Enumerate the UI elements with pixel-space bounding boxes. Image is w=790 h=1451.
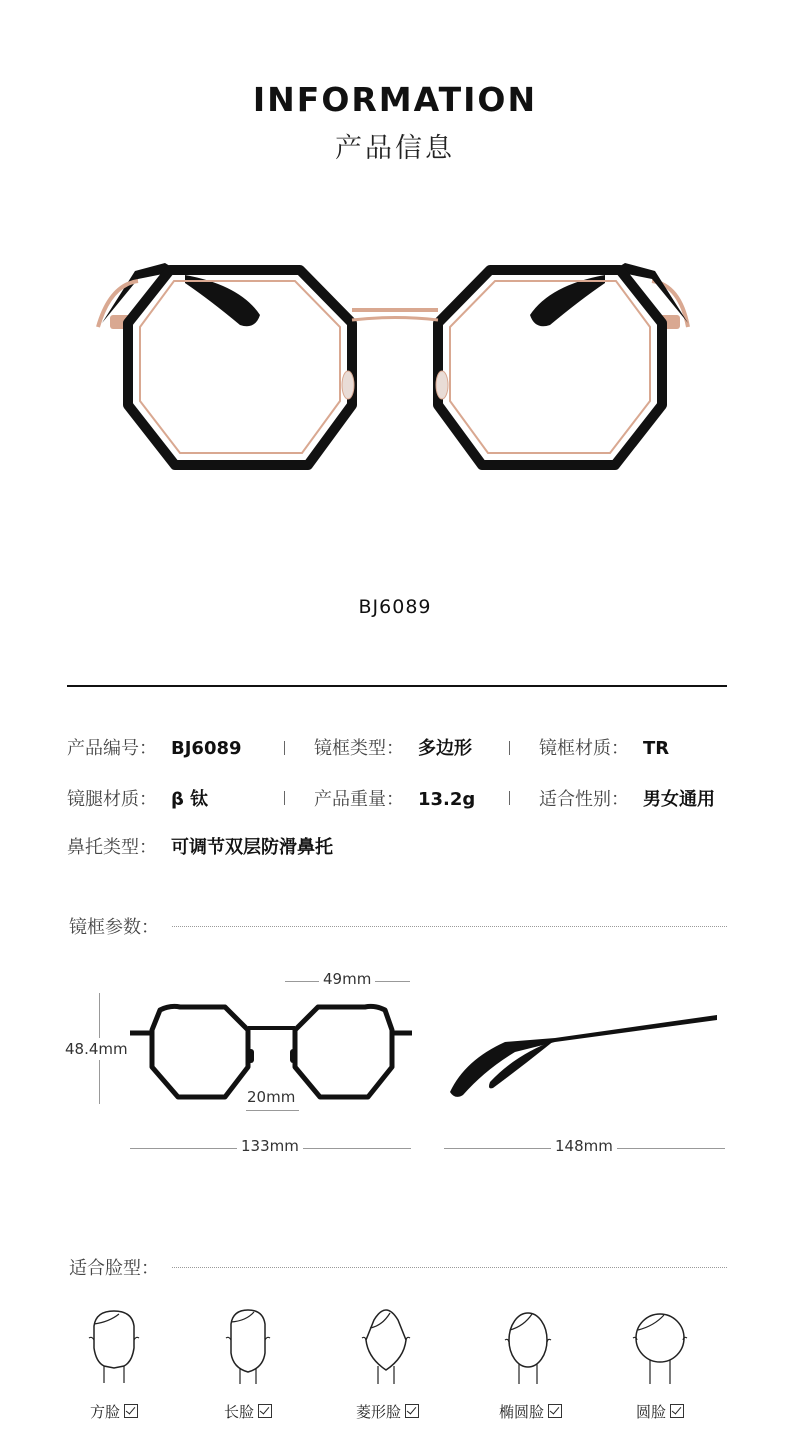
check-icon <box>258 1404 272 1418</box>
spec-label: 产品编号： <box>67 738 157 759</box>
square-face-icon <box>84 1308 144 1386</box>
spec-label: 镜腿材质： <box>67 789 157 810</box>
check-icon <box>124 1404 138 1418</box>
spec-value: 13.2g <box>418 789 476 810</box>
separator <box>509 791 510 805</box>
spec-gender <box>539 785 715 811</box>
long-face-icon <box>218 1308 278 1386</box>
dotted-line <box>172 1267 727 1268</box>
face-label-text: 菱形脸 <box>356 1403 402 1421</box>
spec-label: 镜框材质： <box>539 738 629 759</box>
spec-value: 男女通用 <box>643 789 715 810</box>
face-label-text: 方脸 <box>90 1403 121 1421</box>
spec-value: 多边形 <box>418 738 472 759</box>
spec-nose-pad <box>67 833 333 859</box>
spec-product-code <box>67 734 242 760</box>
divider <box>67 685 727 687</box>
dim-total-width: 133mm <box>237 1137 303 1155</box>
face-label-diamond <box>356 1401 419 1422</box>
spec-weight <box>314 785 475 811</box>
spec-value: TR <box>643 738 670 759</box>
spec-value: BJ6089 <box>171 738 242 759</box>
spec-label: 鼻托类型： <box>67 837 157 858</box>
spec-label: 适合性别： <box>539 789 629 810</box>
spec-value: β 钛 <box>171 789 209 810</box>
dim-lens-height: 48.4mm <box>65 1040 128 1058</box>
page-title-en: INFORMATION <box>252 80 538 119</box>
frame-side-diagram <box>445 1010 720 1105</box>
check-icon <box>670 1404 684 1418</box>
face-label-square <box>90 1401 138 1422</box>
face-label-text: 长脸 <box>224 1403 255 1421</box>
spec-frame-material <box>539 734 669 760</box>
spec-frame-type <box>314 734 472 760</box>
separator <box>284 741 285 755</box>
round-face-icon <box>630 1308 690 1386</box>
face-label-text: 椭圆脸 <box>499 1403 545 1421</box>
check-icon <box>405 1404 419 1418</box>
face-label-long <box>224 1401 272 1422</box>
spec-value: 可调节双层防滑鼻托 <box>171 837 333 858</box>
separator <box>509 741 510 755</box>
dotted-line <box>172 926 727 927</box>
dim-lens-width: 49mm <box>319 970 375 988</box>
spec-label: 镜框类型： <box>314 738 404 759</box>
diamond-face-icon <box>356 1308 416 1386</box>
product-photo <box>90 245 700 495</box>
spec-temple-material <box>67 785 208 811</box>
oval-face-icon <box>498 1308 558 1386</box>
face-label-round <box>636 1401 684 1422</box>
face-label-text: 圆脸 <box>636 1403 667 1421</box>
dim-line-bridge <box>246 1110 299 1111</box>
product-model: BJ6089 <box>358 596 432 618</box>
dim-temple-length: 148mm <box>551 1137 617 1155</box>
section-face-types: 适合脸型： <box>69 1258 159 1279</box>
face-label-oval <box>499 1401 562 1422</box>
spec-label: 产品重量： <box>314 789 404 810</box>
check-icon <box>548 1404 562 1418</box>
page-title-cn: 产品信息 <box>335 133 455 164</box>
separator <box>284 791 285 805</box>
section-frame-params: 镜框参数： <box>69 917 159 938</box>
dim-bridge: 20mm <box>247 1088 296 1106</box>
